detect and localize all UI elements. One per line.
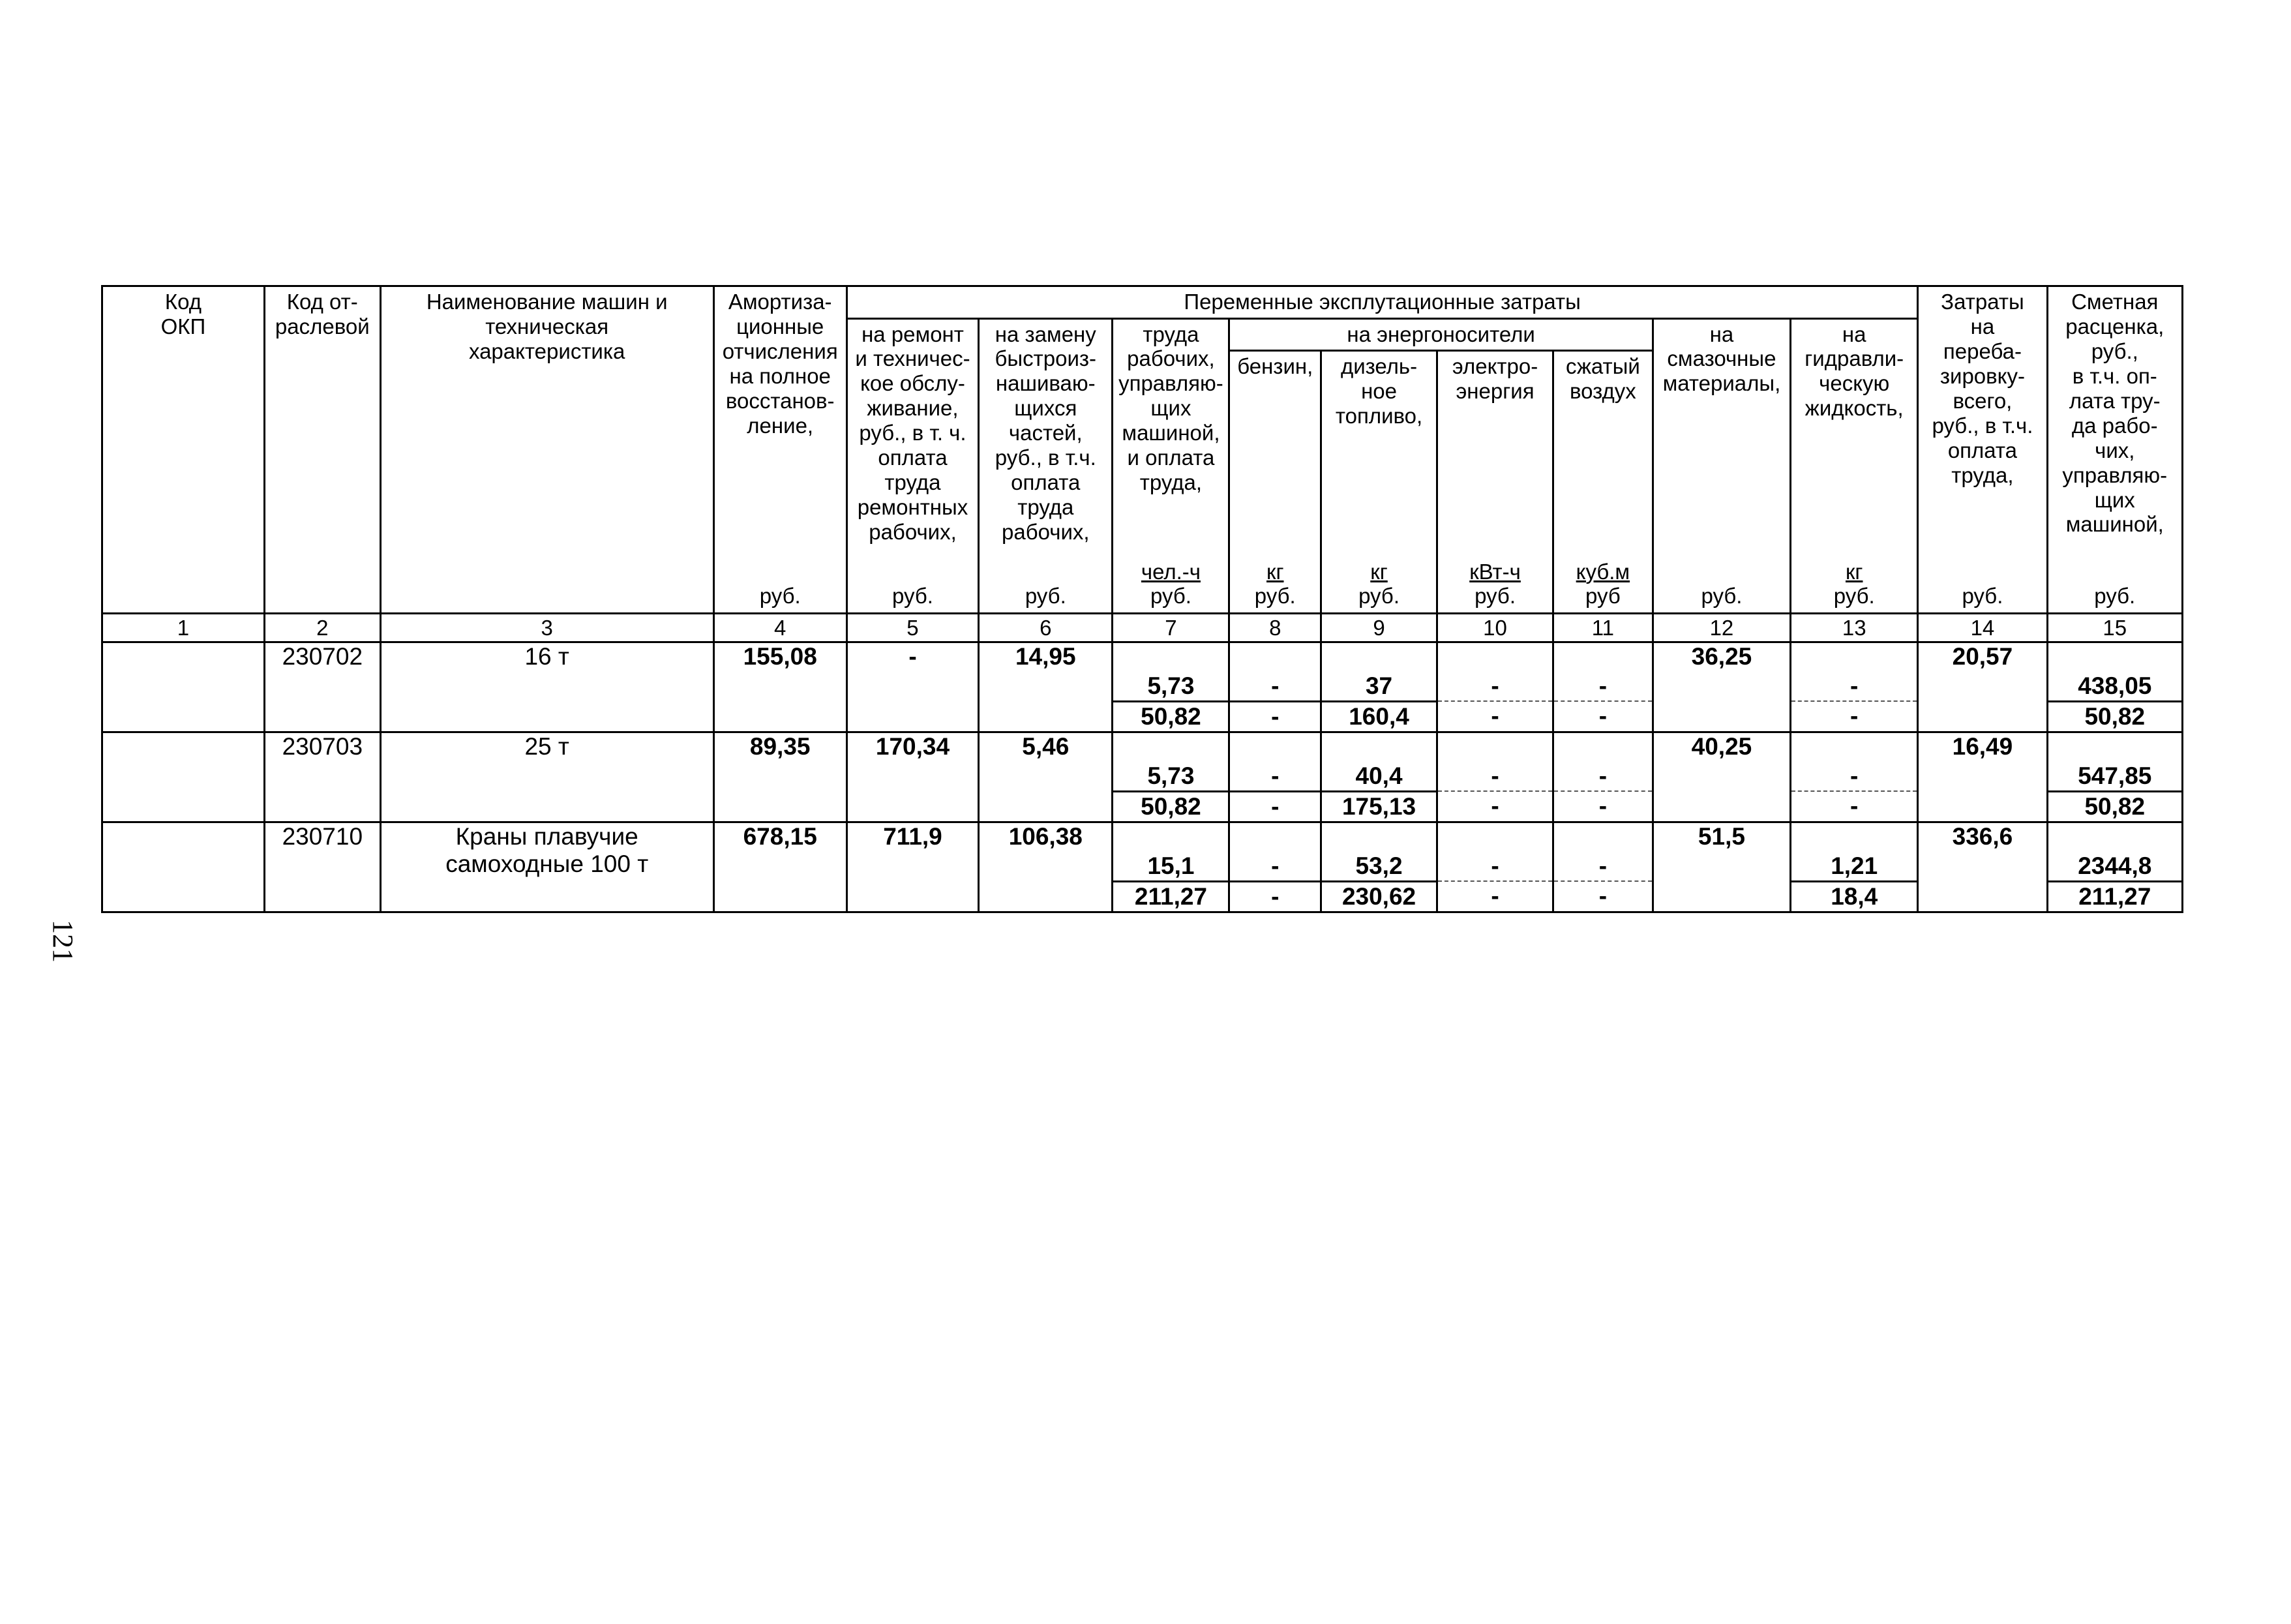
header-parts-replacement: на замену быстроиз- нашиваю- щихся частей, руб., в т.ч. оплата труда рабочих, руб. [979,318,1113,614]
cell-parts: 106,38 [979,822,1113,912]
header-electricity: электро- энергия кВт-ч руб. [1437,351,1553,614]
cell-labor: 5,73 50,82 [1113,732,1229,822]
cell-labor: 15,1 211,27 [1113,822,1229,912]
cell-lubricants: 51,5 [1653,822,1790,912]
cell-electricity: - - [1437,732,1553,822]
table-row [102,822,2183,912]
column-number: 10 [1437,614,1553,642]
cell-rate: 438,05 50,82 [2047,642,2182,732]
column-number: 4 [713,614,846,642]
cell-petrol: - - [1229,822,1321,912]
page-number: 121 [47,920,79,963]
cell-machine-name: 16 т [380,642,713,732]
cell-lubricants: 36,25 [1653,642,1790,732]
cell-rate: 547,85 50,82 [2047,732,2182,822]
column-number-row [102,614,2183,642]
header-row-1 [102,286,2183,319]
cell-hydraulic: - - [1791,732,1918,822]
machine-cost-table [101,285,2183,913]
cell-parts: 14,95 [979,642,1113,732]
header-lubricants: на смазочные материалы, руб. [1653,318,1790,614]
cell-repair: - [846,642,978,732]
cell-rate: 2344,8 211,27 [2047,822,2182,912]
header-repair: на ремонт и техничес- кое обслу- живание, руб., в т. ч. оплата труда ремонтных рабочих, руб. [846,318,978,614]
header-estimated-rate: Сметная расценка, руб., в т.ч. оп- лата тру- да рабо- чих, управляю- щих машиной, руб. [2047,286,2182,614]
cell-depreciation: 155,08 [713,642,846,732]
cell-petrol: - - [1229,732,1321,822]
cell-machine-name: 25 т [380,732,713,822]
cell-okp [102,732,265,822]
cell-diesel: 37 160,4 [1321,642,1437,732]
column-number: 5 [846,614,978,642]
cell-relocation: 16,49 [1918,732,2047,822]
cell-relocation: 20,57 [1918,642,2047,732]
header-compressed-air: сжатый воздух куб.м руб [1553,351,1653,614]
cell-okp [102,642,265,732]
column-number: 1 [102,614,265,642]
cell-lubricants: 40,25 [1653,732,1790,822]
header-okp-code: Код ОКП [102,286,265,614]
cell-branch-code: 230710 [264,822,380,912]
cell-electricity: - - [1437,822,1553,912]
header-petrol: бензин, кг руб. [1229,351,1321,614]
column-number: 9 [1321,614,1437,642]
table-row [102,732,2183,822]
header-operator-labor: труда рабочих, управляю- щих машиной, и оплата труда, чел.-ч руб. [1113,318,1229,614]
cell-hydraulic: - - [1791,642,1918,732]
column-number: 2 [264,614,380,642]
cell-compressed-air: - - [1553,822,1653,912]
cell-diesel: 53,2 230,62 [1321,822,1437,912]
header-hydraulic-fluid: на гидравли- ческую жидкость, кг руб. [1791,318,1918,614]
cell-machine-name: Краны плавучие самоходные 100 т [380,822,713,912]
cell-diesel: 40,4 175,13 [1321,732,1437,822]
cell-repair: 711,9 [846,822,978,912]
cell-labor: 5,73 50,82 [1113,642,1229,732]
cell-depreciation: 678,15 [713,822,846,912]
cell-branch-code: 230703 [264,732,380,822]
header-energy-group: на энергоносители [1229,318,1653,351]
cell-relocation: 336,6 [1918,822,2047,912]
cell-depreciation: 89,35 [713,732,846,822]
column-number: 8 [1229,614,1321,642]
cell-repair: 170,34 [846,732,978,822]
cell-hydraulic: 1,21 18,4 [1791,822,1918,912]
cell-electricity: - - [1437,642,1553,732]
cell-okp [102,822,265,912]
cell-branch-code: 230702 [264,642,380,732]
header-diesel: дизель- ное топливо, кг руб. [1321,351,1437,614]
cell-compressed-air: - - [1553,642,1653,732]
header-relocation-costs: Затраты на переба- зировку- всего, руб., в т.ч. оплата труда, руб. [1918,286,2047,614]
header-machine-name: Наименование машин и техническая характеристика [380,286,713,614]
header-branch-code: Код от- раслевой [264,286,380,614]
cell-compressed-air: - - [1553,732,1653,822]
table-row [102,642,2183,732]
column-number: 3 [380,614,713,642]
column-number: 12 [1653,614,1790,642]
column-number: 13 [1791,614,1918,642]
cell-parts: 5,46 [979,732,1113,822]
header-depreciation: Амортиза- ционные отчисления на полное восстанов- ление, руб. [713,286,846,614]
column-number: 14 [1918,614,2047,642]
column-number: 6 [979,614,1113,642]
column-number: 15 [2047,614,2182,642]
header-variable-costs-group: Переменные эксплутационные затраты [846,286,1917,319]
column-number: 11 [1553,614,1653,642]
cell-petrol: - - [1229,642,1321,732]
column-number: 7 [1113,614,1229,642]
